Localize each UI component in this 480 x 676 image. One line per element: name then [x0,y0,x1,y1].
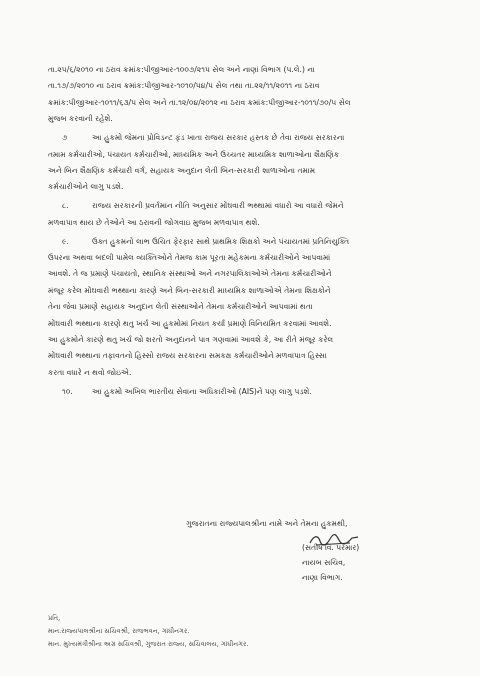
paragraph-number: ૮. [62,201,69,211]
text-content: આ હુકમો જેમના પ્રોવિડન્ટ ફંડ ખાતા રાજય સરકાર હસ્તક છે તેવા રાજય સરકારના [92,133,345,143]
paragraph-number: ૧૦. [62,386,73,396]
signatory-block [302,540,359,585]
text-line: ક્રમાંક:પીજીઆર-૧૦૧૧/૬૩/૫ સેલ અને તા.૧૨/૦૪/૨૦૧૨ ના ઠરાવ ક્રમાંક:પીજીઆર-૧૦૧૧/૭૦/૫ સેલ [48,97,351,107]
text-line [48,384,440,400]
text-line: આ હુકમોને કારણે થતુ ખર્ચ જો શરતો અનુદાનને પાત્ર ગણવામાં આવશે કે, આ રીતે મંજૂર કરેલ [48,335,334,344]
text-line: ઉપરના અથવા બદલી પામેલ વ્યક્તિઓને તેમજ કામ પૂરતા મહેકમના કર્મચારીઓને આપવામાં [48,252,331,262]
text-line: અને બિન શૈક્ષણિક કર્મચારી વર્ગ, સહાયક અનુદાન લેતી બિન-સરકારી શાળાઓના તમામ [48,165,316,175]
signatory-name: (સતીષ વિ. પરમાર) [302,543,360,552]
text-line: મોંઘવારી ભથ્થાના કારણે થતુ ખર્ચ આ હુકમોમાં નિયત કર્યા પ્રમાણે વિનિયમિત કરવામાં આવશે. [48,318,332,328]
paragraph-8 [48,198,440,231]
text-line: તેના જેવા પ્રમાણે સહાયક અનુદાન લેતી સંસ્થાઓને તેમના કર્મચારીઓને આપવામાં થતા [48,302,313,312]
document-body [48,62,440,403]
signatory-designation: નાયબ સચિવ, [302,558,346,567]
text-line: મંજૂર કરેલ મોંઘવારી ભથ્થાના કારણે અને બિન-સરકારી માધ્યમિક શાળાઓએ તેમના શિક્ષકોને [48,285,331,295]
closing-line: ગુજરાતના રાજ્યપાલશ્રીના નામે અને તેમના હુકમથી, [186,519,348,528]
text-line: તા.૧૭/૭/૨૦૧૦ ના ઠરાવ ક્રમાંક:પીજીઆર-૧૦૧૦/૫૪/૫ સેલ તથા તા.૨૨/૧૧/૨૦૧૧ ના ઠરાવ [48,81,320,91]
text-line: આવશે. તે જ પ્રમાણે પંચાયતો, સ્થાનિક સંસ્થાઓ અને નગરપાલિકાઓએ તેમના કર્મચારીઓને [48,269,332,279]
signatory-department: નાણા વિભાગ. [302,573,343,582]
copy-to-line: માન. મુખ્યમંત્રીશ્રીના અગ્ર સચિવશ્રી, ગુજરાત રાજ્ય, સચિવાલય, ગાંધીનગર. [48,640,249,648]
text-line: કરતા વધારે ન થવો જોઇએ. [48,367,132,377]
text-line [48,198,440,214]
copy-to-block [48,612,248,651]
paragraph-7 [48,130,440,196]
text-line: મોંઘવારી ભથ્થાના તફાવતનો હિસ્સો રાજય સરકારના સમકક્ષ કર્મચારીઓને મળવાપાત્ર હિસ્સા [48,351,327,361]
text-content: આ હુકમો અખિલ ભારતીય સેવાના અધિકારીઓ (AIS)ને પણ લાગુ પડશે. [92,386,312,396]
text-content: રાજય સરકારની પ્રવર્તમાન નીતિ અનુસાર મોંઘવારી ભથ્થામાં વધારો આ વધારો જેમને [92,201,344,211]
copy-to-line: માન.રાજ્યપાલશ્રીના સચિવશ્રી, રાજભવન, ગાંધીનગર. [48,627,190,635]
paragraph-9 [48,234,440,382]
text-line: તા.૨૫/૬/૨૦૧૦ ના ઠરાવ ક્રમાંક:પીજીઆર-૧૦૦૭/૨૧૫ સેલ અને નાણાં વિભાગ (પ.લે.) ના [48,65,315,74]
text-line: મુજબ કરવાની રહેશે. [48,114,113,124]
text-line [48,130,440,146]
paragraph-continuation [48,62,440,128]
copy-to-heading: પ્રતિ, [48,614,61,622]
text-content: ઉક્ત હુકમનો લાભ ઉચિત ફેરફાર સાથે પ્રાથમિક શિક્ષકો અને પંચાયતમાં પ્રતિનિયુક્તિ [92,236,350,246]
paragraph-10 [48,384,440,400]
text-line [48,234,440,250]
text-line: તમામ કર્મચારીઓ, પંચાયત કર્મચારીઓ, માધ્યમિક અને ઉચ્ચતર માધ્યમિક શાળાઓના શૈક્ષણિક [48,149,340,159]
paragraph-number: ૯. [62,236,69,246]
paragraph-number: ૭ [62,133,68,143]
text-line: મળવાપાત્ર થાય છે તેઓને આ ઠરાવની જોગવાઇ મુજબ મળવાપાત્ર થશે. [48,217,260,227]
text-line: કર્મચારીઓને લાગુ પડશે. [48,182,124,192]
